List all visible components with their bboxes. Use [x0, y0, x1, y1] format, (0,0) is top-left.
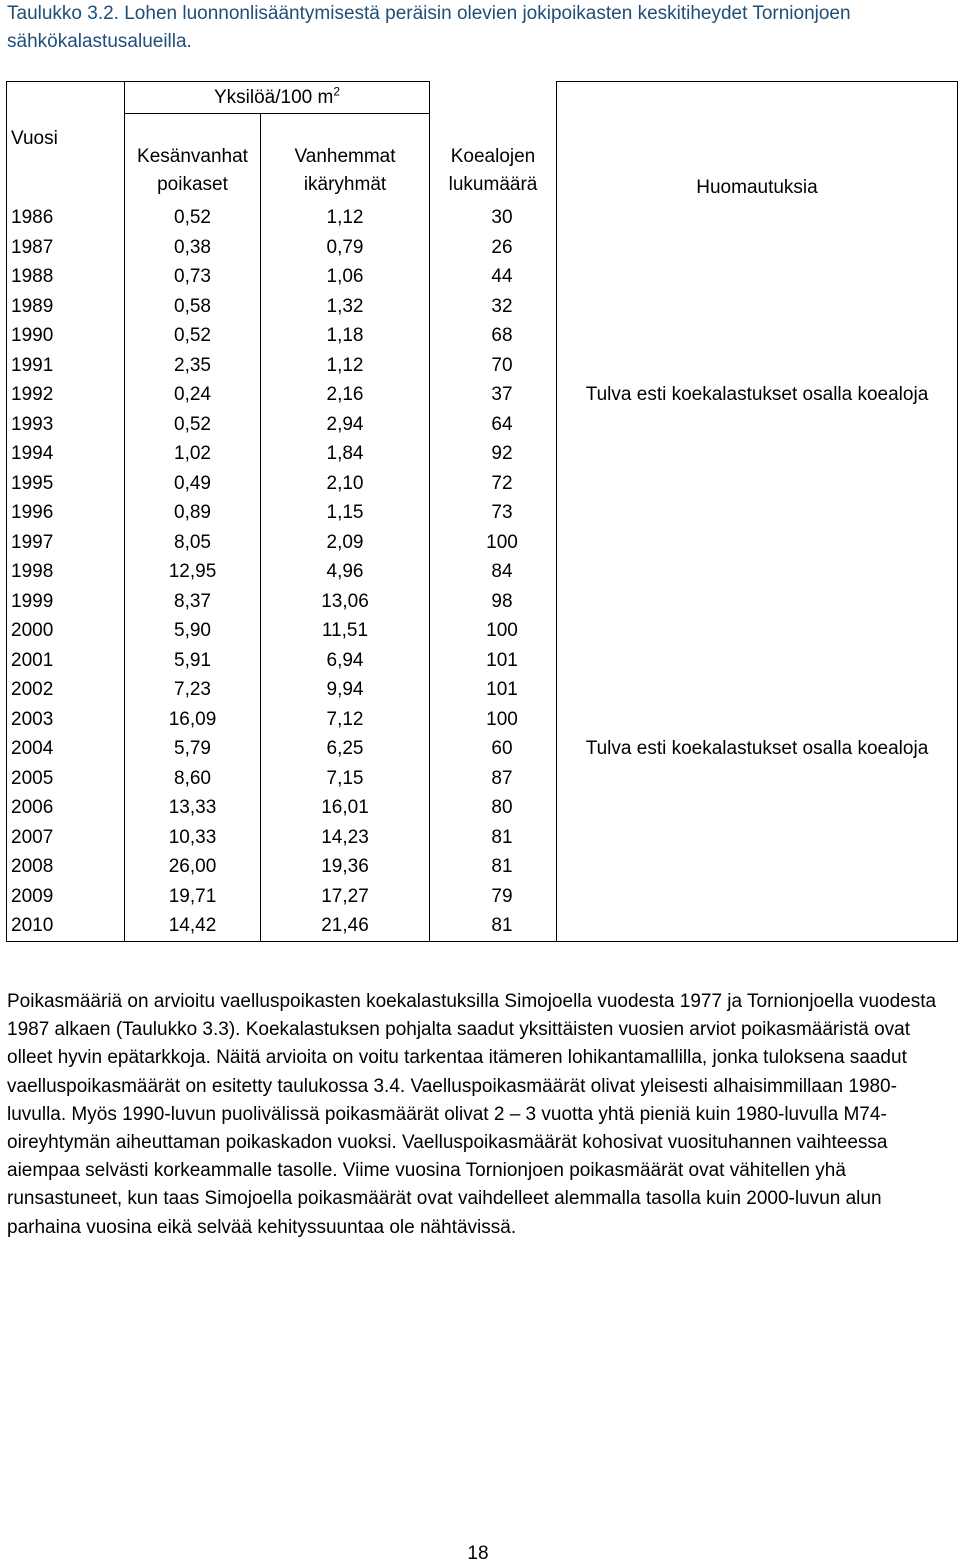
year-cell: 1989 — [7, 292, 125, 322]
note-cell — [557, 616, 958, 646]
density-table — [6, 81, 958, 942]
table-row — [7, 469, 958, 499]
older-density-cell: 14,23 — [261, 823, 430, 853]
year-cell: 2002 — [7, 675, 125, 705]
older-density-cell: 2,10 — [261, 469, 430, 499]
older-density-cell: 21,46 — [261, 911, 430, 941]
sample-count-cell: 87 — [430, 764, 557, 794]
header-notes: Huomautuksia — [557, 82, 958, 204]
young-density-cell: 5,91 — [125, 646, 261, 676]
year-cell: 1990 — [7, 321, 125, 351]
header-group-label: Yksilöä/100 m — [213, 86, 334, 108]
sample-count-cell: 32 — [430, 292, 557, 322]
year-cell: 1994 — [7, 439, 125, 469]
note-cell — [557, 705, 958, 735]
note-cell — [557, 528, 958, 558]
table-row — [7, 233, 958, 263]
young-density-cell: 0,38 — [125, 233, 261, 263]
table-row — [7, 734, 958, 764]
note-cell — [557, 439, 958, 469]
table-header — [7, 82, 958, 204]
young-density-cell: 2,35 — [125, 351, 261, 381]
table-row — [7, 764, 958, 794]
older-density-cell: 1,84 — [261, 439, 430, 469]
note-cell — [557, 321, 958, 351]
older-density-cell: 7,15 — [261, 764, 430, 794]
note-cell — [557, 498, 958, 528]
older-density-cell: 1,12 — [261, 203, 430, 233]
table-row — [7, 380, 958, 410]
older-density-cell: 1,32 — [261, 292, 430, 322]
header-young-line2: poikaset — [157, 174, 228, 195]
note-cell — [557, 203, 958, 233]
table-row — [7, 262, 958, 292]
older-density-cell: 6,94 — [261, 646, 430, 676]
table-row — [7, 616, 958, 646]
year-cell: 1988 — [7, 262, 125, 292]
year-cell: 2003 — [7, 705, 125, 735]
table-row — [7, 439, 958, 469]
table-row — [7, 321, 958, 351]
year-cell: 2001 — [7, 646, 125, 676]
sample-count-cell: 100 — [430, 705, 557, 735]
older-density-cell: 0,79 — [261, 233, 430, 263]
older-density-cell: 1,06 — [261, 262, 430, 292]
young-density-cell: 0,52 — [125, 203, 261, 233]
young-density-cell: 7,23 — [125, 675, 261, 705]
young-density-cell: 0,24 — [125, 380, 261, 410]
sample-count-cell: 80 — [430, 793, 557, 823]
older-density-cell: 4,96 — [261, 557, 430, 587]
older-density-cell: 2,09 — [261, 528, 430, 558]
note-cell — [557, 823, 958, 853]
note-cell — [557, 882, 958, 912]
older-density-cell: 2,94 — [261, 410, 430, 440]
sample-count-cell: 100 — [430, 616, 557, 646]
older-density-cell: 2,16 — [261, 380, 430, 410]
note-cell — [557, 852, 958, 882]
year-cell: 1996 — [7, 498, 125, 528]
young-density-cell: 1,02 — [125, 439, 261, 469]
table-row — [7, 675, 958, 705]
year-cell: 1991 — [7, 351, 125, 381]
note-cell — [557, 646, 958, 676]
young-density-cell: 5,90 — [125, 616, 261, 646]
older-density-cell: 6,25 — [261, 734, 430, 764]
year-cell: 1995 — [7, 469, 125, 499]
older-density-cell: 7,12 — [261, 705, 430, 735]
young-density-cell: 26,00 — [125, 852, 261, 882]
young-density-cell: 0,52 — [125, 410, 261, 440]
year-cell: 2009 — [7, 882, 125, 912]
note-cell — [557, 351, 958, 381]
year-cell: 2005 — [7, 764, 125, 794]
table-row — [7, 528, 958, 558]
note-cell: Tulva esti koekalastukset osalla koealoja — [557, 380, 958, 410]
young-density-cell: 12,95 — [125, 557, 261, 587]
table-row — [7, 203, 958, 233]
note-cell — [557, 911, 958, 941]
sample-count-cell: 37 — [430, 380, 557, 410]
header-young-line1: Kesänvanhat — [137, 146, 248, 167]
young-density-cell: 16,09 — [125, 705, 261, 735]
sample-count-cell: 92 — [430, 439, 557, 469]
note-cell — [557, 469, 958, 499]
note-cell — [557, 262, 958, 292]
sample-count-cell: 101 — [430, 675, 557, 705]
sample-count-cell: 72 — [430, 469, 557, 499]
header-group-superscript: 2 — [333, 84, 341, 99]
table-row — [7, 351, 958, 381]
sample-count-cell: 30 — [430, 203, 557, 233]
note-cell — [557, 675, 958, 705]
older-density-cell: 16,01 — [261, 793, 430, 823]
sample-count-cell: 81 — [430, 823, 557, 853]
older-density-cell: 11,51 — [261, 616, 430, 646]
young-density-cell: 0,58 — [125, 292, 261, 322]
sample-count-cell: 73 — [430, 498, 557, 528]
header-year: Vuosi — [7, 82, 125, 204]
older-density-cell: 17,27 — [261, 882, 430, 912]
older-density-cell: 13,06 — [261, 587, 430, 617]
young-density-cell: 14,42 — [125, 911, 261, 941]
note-cell — [557, 292, 958, 322]
older-density-cell: 19,36 — [261, 852, 430, 882]
young-density-cell: 8,37 — [125, 587, 261, 617]
year-cell: 2006 — [7, 793, 125, 823]
sample-count-cell: 81 — [430, 911, 557, 941]
sample-count-cell: 101 — [430, 646, 557, 676]
header-count — [430, 82, 557, 204]
young-density-cell: 0,49 — [125, 469, 261, 499]
note-cell — [557, 233, 958, 263]
year-cell: 1999 — [7, 587, 125, 617]
table-row — [7, 882, 958, 912]
young-density-cell: 5,79 — [125, 734, 261, 764]
young-density-cell: 13,33 — [125, 793, 261, 823]
table-row — [7, 292, 958, 322]
table-row — [7, 852, 958, 882]
page-number-value: 18 — [467, 1543, 489, 1564]
year-cell: 2008 — [7, 852, 125, 882]
year-cell: 1992 — [7, 380, 125, 410]
header-group-density — [125, 82, 430, 114]
table-row — [7, 793, 958, 823]
header-count-line1: Koealojen — [450, 146, 536, 167]
table-caption: Taulukko 3.2. Lohen luonnonlisääntymisestä peräisin olevien jokipoikasten keskitiheydet Tornionjoen sähkökalastusalueilla. — [7, 3, 851, 52]
young-density-cell: 10,33 — [125, 823, 261, 853]
table-row — [7, 646, 958, 676]
year-cell: 2000 — [7, 616, 125, 646]
table-row — [7, 498, 958, 528]
young-density-cell: 0,73 — [125, 262, 261, 292]
table-row — [7, 911, 958, 941]
note-cell — [557, 764, 958, 794]
young-density-cell: 8,60 — [125, 764, 261, 794]
year-cell: 2004 — [7, 734, 125, 764]
sample-count-cell: 84 — [430, 557, 557, 587]
page-number — [0, 1543, 960, 1565]
older-density-cell: 1,15 — [261, 498, 430, 528]
young-density-cell: 19,71 — [125, 882, 261, 912]
header-older-line1: Vanhemmat — [294, 146, 396, 167]
table-row — [7, 705, 958, 735]
year-cell: 1987 — [7, 233, 125, 263]
header-young — [125, 114, 261, 204]
header-older — [261, 114, 430, 204]
note-cell — [557, 587, 958, 617]
note-cell — [557, 557, 958, 587]
year-cell: 1993 — [7, 410, 125, 440]
year-cell: 2007 — [7, 823, 125, 853]
young-density-cell: 8,05 — [125, 528, 261, 558]
sample-count-cell: 60 — [430, 734, 557, 764]
note-cell: Tulva esti koekalastukset osalla koealoja — [557, 734, 958, 764]
older-density-cell: 1,12 — [261, 351, 430, 381]
table-row — [7, 410, 958, 440]
sample-count-cell: 79 — [430, 882, 557, 912]
sample-count-cell: 81 — [430, 852, 557, 882]
sample-count-cell: 98 — [430, 587, 557, 617]
table-row — [7, 823, 958, 853]
sample-count-cell: 64 — [430, 410, 557, 440]
older-density-cell: 9,94 — [261, 675, 430, 705]
sample-count-cell: 26 — [430, 233, 557, 263]
table-row — [7, 587, 958, 617]
young-density-cell: 0,52 — [125, 321, 261, 351]
year-cell: 2010 — [7, 911, 125, 941]
older-density-cell: 1,18 — [261, 321, 430, 351]
sample-count-cell: 100 — [430, 528, 557, 558]
sample-count-cell: 68 — [430, 321, 557, 351]
table-body — [7, 203, 958, 941]
table-row — [7, 557, 958, 587]
note-cell — [557, 410, 958, 440]
sample-count-cell: 70 — [430, 351, 557, 381]
note-cell — [557, 793, 958, 823]
year-cell: 1998 — [7, 557, 125, 587]
body-paragraph: Poikasmääriä on arvioitu vaelluspoikasten koekalastuksilla Simojoella vuodesta 1977 ja Tornionjoella vuodesta 1987 alkaen (Taulukko 3.3). Koekalastuksen pohjalta saadut yksittäisten vuosien arviot poikasmääristä ovat olleet hyvin epätarkkoja. Näitä arvioita on voitu tarkentaa itämeren lohikantamallilla, jonka tuloksena saadut vaelluspoikasmäärät on esitetty taulukossa 3.4. Vaelluspoikasmäärät olivat yleisesti alhaisimmillaan 1980-luvulla. Myös 1990-luvun puolivälissä poikasmäärät olivat 2 – 3 vuotta yhtä pieniä kuin 1980-luvulla M74-oireyhtymän aiheuttaman poikaskadon vuoksi. Vaelluspoikasmäärät kohosivat vuosituhannen vaihteessa aiempaa selvästi korkeammalle tasolle. Viime vuosina Tornionjoen poikasmäärät ovat vähitellen yhä runsastuneet, kun taas Simojoella poikasmäärät ovat vaihdelleet alemmalla tasolla kuin 2000-luvun alun parhaina vuosina eikä selvää kehityssuuntaa ole nähtävissä. — [7, 991, 937, 1238]
young-density-cell: 0,89 — [125, 498, 261, 528]
year-cell: 1997 — [7, 528, 125, 558]
sample-count-cell: 44 — [430, 262, 557, 292]
header-count-line2: lukumäärä — [448, 174, 538, 195]
header-older-line2: ikäryhmät — [303, 174, 387, 195]
year-cell: 1986 — [7, 203, 125, 233]
